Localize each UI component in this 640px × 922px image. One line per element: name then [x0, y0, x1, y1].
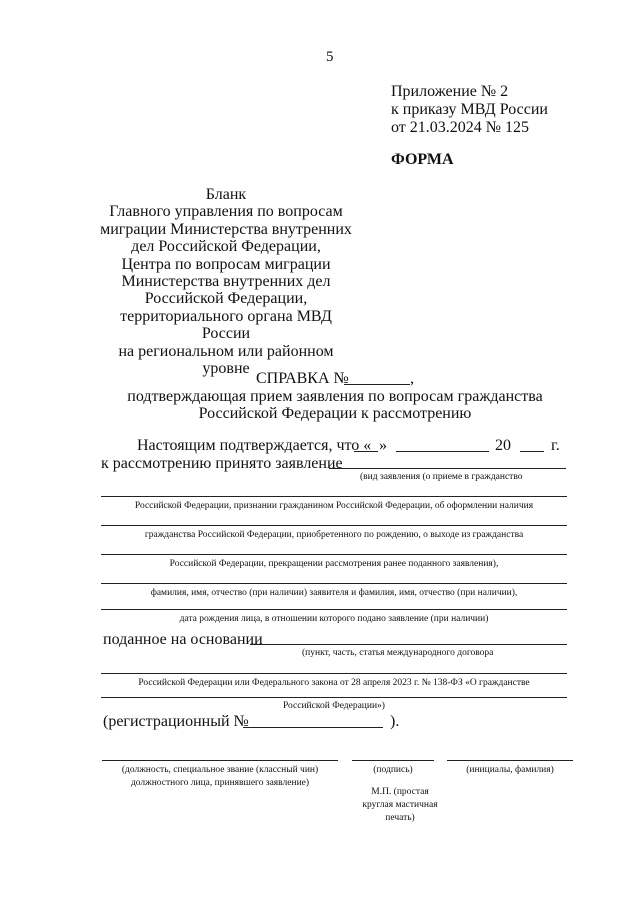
field-hint: должностного лица, принявшего заявление) — [130, 778, 310, 788]
field-hint: Российской Федерации или Федерального закона от 28 апреля 2023 г. № 138-ФЗ «О гражданстве — [138, 678, 530, 688]
appendix-line: Приложение № 2 — [391, 83, 509, 100]
field-hint: гражданства Российской Федерации, приобретенного по рождению, о выходе из гражданства — [144, 530, 524, 540]
issuer-line: территориального органа МВД России — [120, 307, 332, 343]
field-hint: Российской Федерации, прекращении рассмотрения ранее поданного заявления), — [169, 559, 499, 569]
issuer-line: на региональном или районном уровне — [118, 342, 334, 378]
page-number: 5 — [326, 49, 334, 65]
certificate-subtitle: подтверждающая прием заявления по вопросам гражданства — [127, 388, 543, 405]
quote-close: » — [379, 437, 387, 454]
issuer-line: миграции Министерства внутренних — [100, 220, 352, 238]
basis-line[interactable] — [101, 673, 567, 674]
year-suffix: г. — [551, 437, 560, 454]
issuer-line: Министерства внутренних дел — [121, 273, 331, 291]
field-hint: (пункт, часть, статья международного договора — [302, 648, 494, 658]
stamp-line: М.П. (простая — [371, 787, 429, 797]
field-hint: (подпись) — [373, 765, 413, 775]
field-hint: (вид заявления (о приеме в гражданство — [360, 472, 523, 482]
basis-label: поданное на основании — [103, 631, 263, 648]
appendix-line: к приказу МВД России — [391, 101, 548, 118]
applicant-line[interactable] — [101, 609, 567, 610]
issuer-line: Центра по вопросам миграции — [121, 255, 331, 273]
accepted-label: к рассмотрению принято заявление — [101, 455, 343, 472]
issuer-line: Российской Федерации, — [144, 290, 308, 308]
field-hint: (должность, специальное звание (классный чин) — [121, 765, 319, 775]
position-field[interactable] — [102, 760, 338, 761]
applicant-line[interactable] — [101, 583, 567, 584]
field-hint: дата рождения лица, в отношении которого подано заявление (при наличии) — [179, 614, 489, 624]
issuer-block — [98, 186, 354, 377]
month-field[interactable] — [396, 451, 489, 452]
field-hint: фамилия, имя, отчество (при наличии) заявителя и фамилия, имя, отчество (при наличии), — [150, 588, 518, 598]
application-type-field[interactable] — [329, 468, 566, 469]
form-label: ФОРМА — [391, 151, 454, 168]
certificate-subtitle: Российской Федерации к рассмотрению — [198, 405, 472, 422]
issuer-line: дел Российской Федерации, — [131, 238, 321, 256]
stamp-line: печать) — [385, 813, 415, 823]
certificate-title: СПРАВКА № — [256, 370, 349, 387]
registration-label: (регистрационный № — [103, 713, 249, 730]
basis-line[interactable] — [101, 697, 567, 698]
stamp-note — [340, 786, 460, 825]
appendix-line: от 21.03.2024 № 125 — [391, 119, 530, 136]
title-comma: , — [410, 370, 414, 387]
issuer-line: Главного управления по вопросам — [109, 203, 343, 221]
name-field[interactable] — [447, 760, 573, 761]
registration-close: ). — [390, 713, 400, 730]
stamp-line: круглая мастичная — [362, 800, 438, 810]
year-field[interactable] — [520, 451, 544, 452]
field-hint: (инициалы, фамилия) — [466, 765, 554, 775]
registration-number-field[interactable] — [243, 727, 383, 728]
confirm-text: Настоящим подтверждается, что « — [137, 437, 372, 454]
application-line[interactable] — [101, 525, 567, 526]
issuer-line: Бланк — [205, 186, 247, 203]
day-field[interactable] — [354, 451, 378, 452]
application-line[interactable] — [101, 554, 567, 555]
basis-field[interactable] — [250, 644, 567, 645]
year-prefix: 20 — [495, 437, 511, 454]
signature-field[interactable] — [352, 760, 434, 761]
field-hint: Российской Федерации, признании гражданином Российской Федерации, об оформлении наличия — [134, 501, 534, 511]
field-hint: Российской Федерации») — [283, 701, 385, 711]
certificate-number-field[interactable] — [344, 384, 410, 385]
application-line[interactable] — [101, 496, 567, 497]
